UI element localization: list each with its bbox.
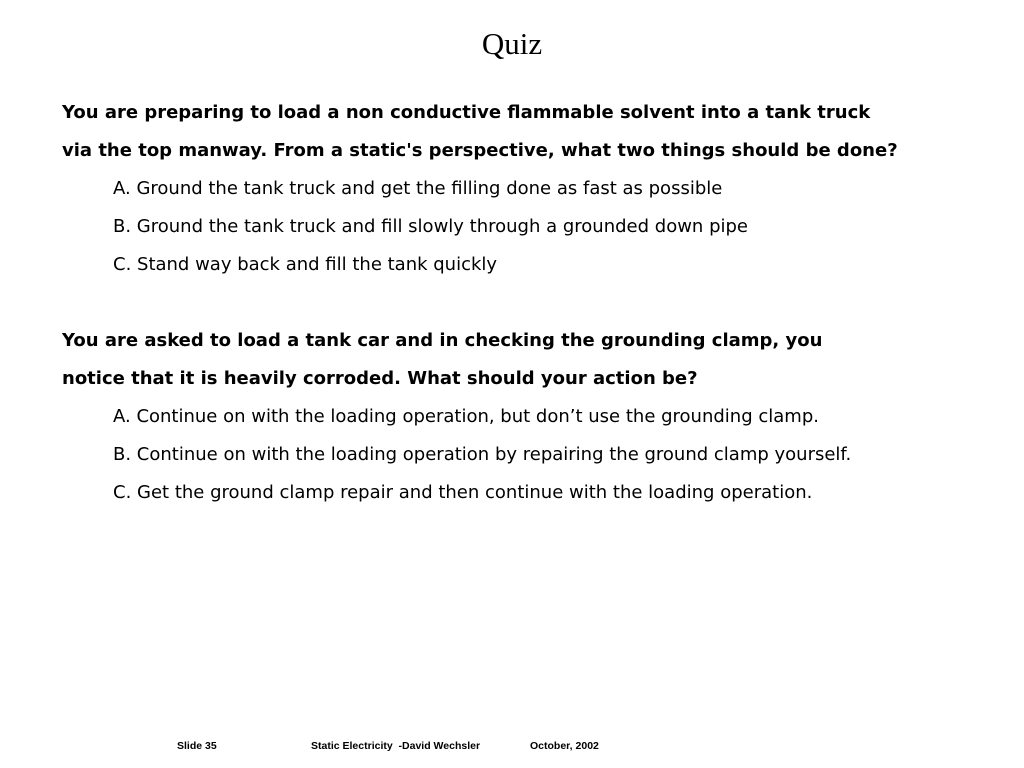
question-1-line-1: You are preparing to load a non conductive flammable solvent into a tank truck (62, 102, 871, 123)
footer-presentation-title: Static Electricity -David Wechsler (311, 740, 481, 752)
question-1 (62, 94, 1012, 284)
question-2-option-b: B. Continue on with the loading operation by repairing the ground clamp yourself. (113, 444, 852, 465)
slide-title: Quiz (481, 26, 543, 61)
quiz-content (62, 94, 1012, 512)
question-1-option-a: A. Ground the tank truck and get the filling done as fast as possible (113, 178, 723, 199)
question-2-line-1: You are asked to load a tank car and in checking the grounding clamp, you (62, 330, 823, 351)
footer-date: October, 2002 (530, 740, 599, 752)
question-2 (62, 322, 1012, 512)
question-1-option-c: C. Stand way back and fill the tank quickly (113, 254, 498, 275)
question-2-option-c: C. Get the ground clamp repair and then continue with the loading operation. (113, 482, 813, 503)
question-2-option-a: A. Continue on with the loading operation, but don’t use the grounding clamp. (113, 406, 819, 427)
question-1-line-2: via the top manway. From a static's perspective, what two things should be done? (62, 140, 898, 161)
question-1-option-b: B. Ground the tank truck and fill slowly through a grounded down pipe (113, 216, 748, 237)
slide-footer (0, 738, 1024, 754)
footer-slide-number: Slide 35 (177, 740, 217, 752)
question-2-line-2: notice that it is heavily corroded. What should your action be? (62, 368, 698, 389)
